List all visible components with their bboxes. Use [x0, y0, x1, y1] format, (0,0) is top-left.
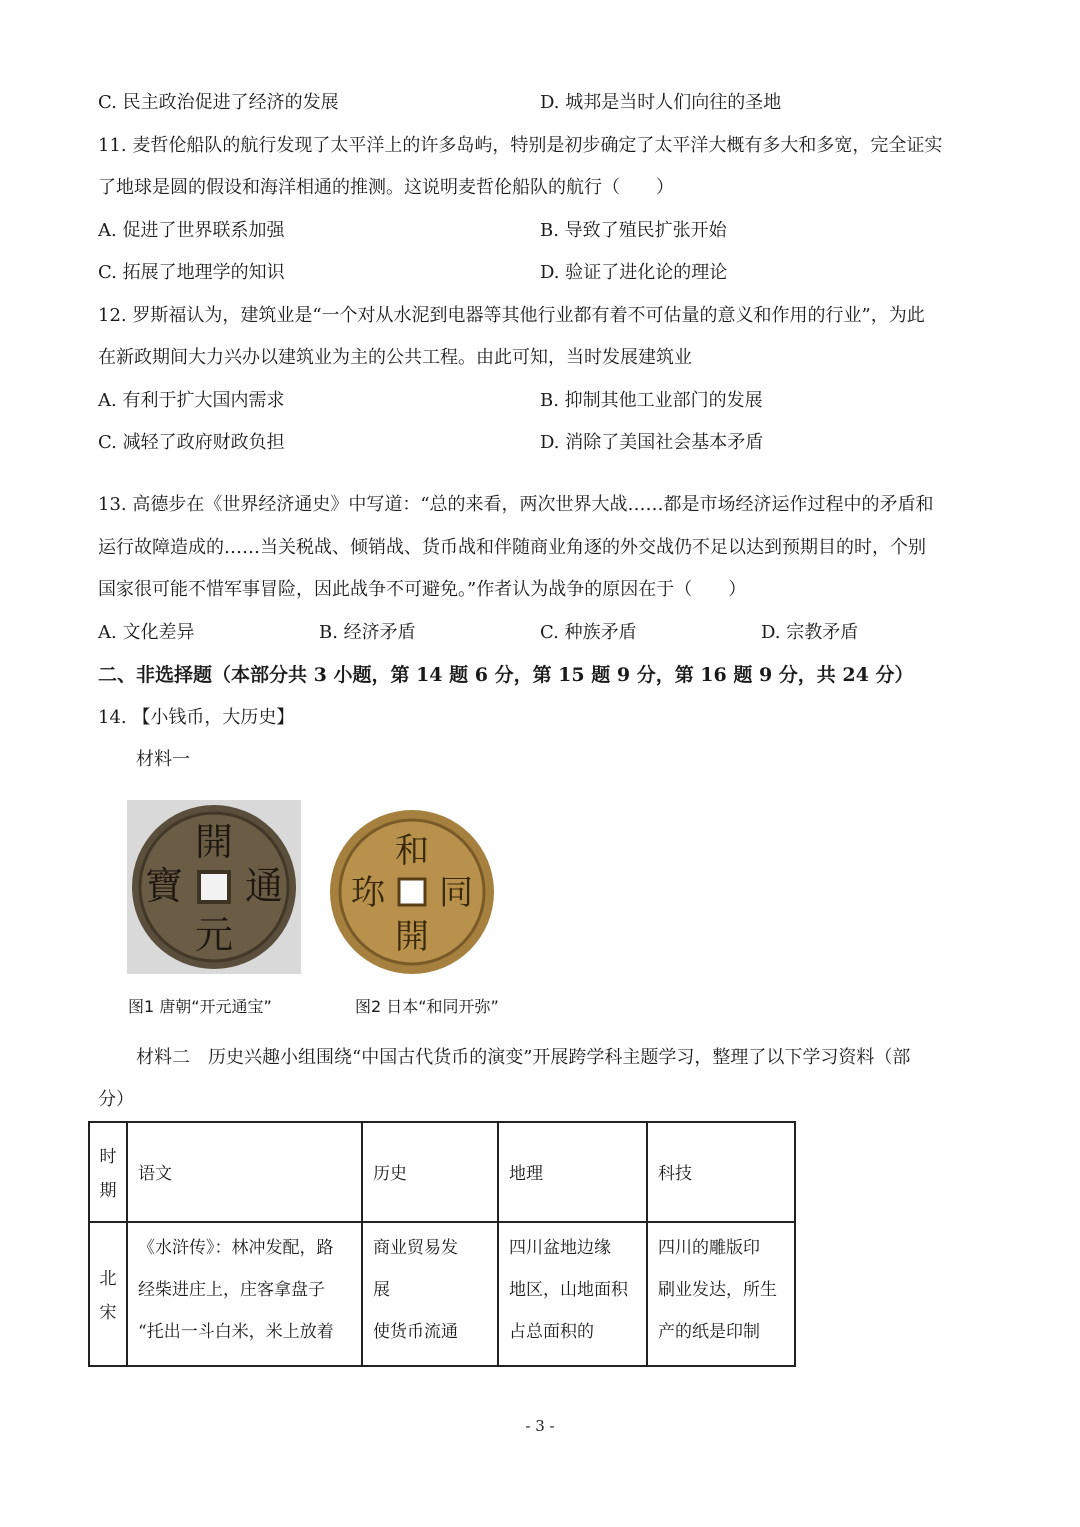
table-header-row — [89, 1122, 795, 1222]
coin-kaiyuan-photo — [127, 800, 301, 974]
material-2-line1: 材料二 历史兴趣小组围绕“中国古代货币的演变”开展跨学科主题学习，整理了以下学习资料（部 — [136, 1047, 911, 1068]
q11-option-a: A. 促进了世界联系加强 — [98, 220, 285, 241]
cell-geography-line: 四川盆地边缘 — [509, 1238, 611, 1258]
header-technology: 科技 — [647, 1122, 795, 1222]
coin2-char-bottom: 開 — [395, 917, 429, 957]
figure-2-caption: 图2 日本“和同开弥” — [355, 997, 499, 1016]
material-1-label: 材料一 — [136, 749, 190, 770]
table-row — [89, 1222, 795, 1366]
material-2-table — [88, 1121, 796, 1367]
cell-history-line: 展 — [373, 1280, 390, 1300]
q13-stem-line2: 运行故障造成的……当关税战、倾销战、货币战和伴随商业角逐的外交战仍不足以达到预期目的时，个别 — [98, 537, 926, 558]
cell-geography-line: 地区，山地面积 — [509, 1280, 628, 1300]
coin1-char-left: 寶 — [144, 864, 184, 908]
coin2-char-left: 珎 — [351, 873, 385, 913]
header-period: 时 期 — [89, 1122, 127, 1222]
cell-chinese-line: 《水浒传》：林冲发配，路 — [138, 1238, 334, 1258]
coin-wado-photo — [328, 808, 496, 976]
coin1-char-bottom: 元 — [194, 913, 234, 957]
q11-stem-line1: 11. 麦哲伦船队的航行发现了太平洋上的许多岛屿，特别是初步确定了太平洋大概有多大和多宽，完全证实 — [98, 135, 943, 156]
coin-kaiyuan-image — [127, 800, 301, 974]
header-geography: 地理 — [498, 1122, 647, 1222]
q10-option-c: C. 民主政治促进了经济的发展 — [98, 92, 339, 113]
cell-technology — [647, 1222, 795, 1366]
q13-option-a: A. 文化差异 — [98, 622, 195, 643]
q13-option-b: B. 经济矛盾 — [319, 622, 416, 643]
cell-technology-line: 产的纸是印制 — [658, 1322, 760, 1342]
cell-chinese-line: 经柴进庄上，庄客拿盘子 — [138, 1280, 325, 1300]
q12-stem-line2: 在新政期间大力兴办以建筑业为主的公共工程。由此可知，当时发展建筑业 — [98, 347, 692, 368]
cell-chinese-line: “托出一斗白米，米上放着 — [138, 1322, 334, 1342]
q10-option-d: D. 城邦是当时人们向往的圣地 — [540, 92, 782, 113]
coin1-char-top: 開 — [194, 820, 234, 864]
cell-technology-line: 刷业发达，所生 — [658, 1280, 777, 1300]
cell-geography-line: 占总面积的 — [509, 1322, 594, 1342]
section-heading: 二、非选择题（本部分共 3 小题，第 14 题 6 分，第 15 题 9 分，第 16 题 9 分，共 24 分） — [98, 664, 914, 686]
q13-stem-line1: 13. 高德步在《世界经济通史》中写道：“总的来看，两次世界大战……都是市场经济运作过程中的矛盾和 — [98, 494, 934, 515]
q13-option-c: C. 种族矛盾 — [540, 622, 637, 643]
cell-history — [362, 1222, 498, 1366]
q11-option-d: D. 验证了进化论的理论 — [540, 262, 728, 283]
coin2-char-right: 同 — [439, 873, 473, 913]
q14-title: 14. 【小钱币，大历史】 — [98, 707, 295, 728]
q13-option-d: D. 宗教矛盾 — [761, 622, 859, 643]
page-number: - 3 - — [525, 1417, 555, 1435]
q11-option-b: B. 导致了殖民扩张开始 — [540, 220, 727, 241]
header-history: 历史 — [362, 1122, 498, 1222]
q12-option-b: B. 抑制其他工业部门的发展 — [540, 390, 763, 411]
cell-history-line: 商业贸易发 — [373, 1238, 458, 1258]
coin2-char-top: 和 — [395, 831, 429, 871]
q12-option-c: C. 减轻了政府财政负担 — [98, 432, 285, 453]
cell-technology-line: 四川的雕版印 — [658, 1238, 760, 1258]
header-chinese: 语文 — [127, 1122, 362, 1222]
material-2-line2: 分） — [98, 1089, 134, 1110]
q11-stem-line2: 了地球是圆的假设和海洋相通的推测。这说明麦哲伦船队的航行（ ） — [98, 177, 674, 198]
q13-stem-line3: 国家很可能不惜军事冒险，因此战争不可避免。”作者认为战争的原因在于（ ） — [98, 579, 747, 600]
q12-option-a: A. 有利于扩大国内需求 — [98, 390, 285, 411]
cell-history-line: 使货币流通 — [373, 1322, 458, 1342]
cell-period: 北 宋 — [89, 1222, 127, 1366]
coin1-char-right: 通 — [244, 864, 284, 908]
q12-stem-line1: 12. 罗斯福认为，建筑业是“一个对从水泥到电器等其他行业都有着不可估量的意义和作用的行业”，为此 — [98, 305, 925, 326]
q12-option-d: D. 消除了美国社会基本矛盾 — [540, 432, 764, 453]
cell-chinese — [127, 1222, 362, 1366]
coin-wado-image — [328, 808, 496, 976]
cell-geography — [498, 1222, 647, 1366]
q11-option-c: C. 拓展了地理学的知识 — [98, 262, 285, 283]
figure-1-caption: 图1 唐朝“开元通宝” — [128, 997, 272, 1016]
